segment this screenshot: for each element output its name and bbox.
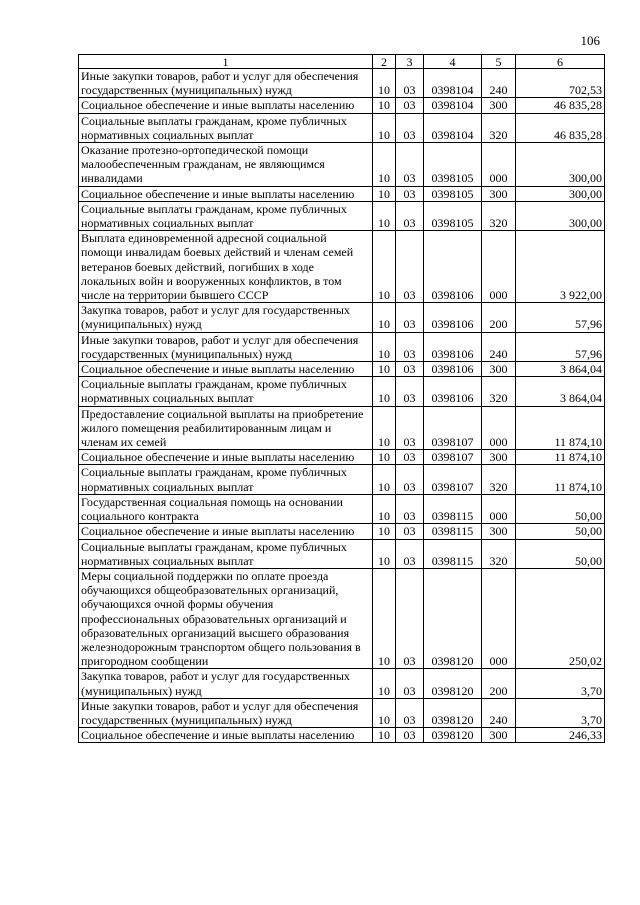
row-expense-type: 320: [482, 465, 516, 494]
row-amount: 11 874,10: [516, 465, 605, 494]
row-section: 10: [373, 450, 396, 465]
column-header-target: 4: [424, 55, 482, 69]
table-row: [79, 524, 605, 539]
table-row: [79, 303, 605, 332]
row-expense-type: 240: [482, 332, 516, 361]
row-amount: 3,70: [516, 698, 605, 727]
row-subsection: 03: [396, 539, 424, 568]
row-target-code: 0398104: [424, 69, 482, 98]
row-section: 10: [373, 201, 396, 230]
row-name: Меры социальной поддержки по оплате проезда обучающихся общеобразовательных организаций, обучающихся очной формы обучения профессиональных образовательных организаций и образовательных организаций высшего образования железнодорожным транспортом общего пользования в пригородном сообщении: [79, 568, 373, 668]
row-section: 10: [373, 362, 396, 377]
row-section: 10: [373, 494, 396, 523]
table-row: [79, 669, 605, 698]
row-name: Социальное обеспечение и иные выплаты населению: [79, 186, 373, 201]
row-name: Закупка товаров, работ и услуг для государственных (муниципальных) нужд: [79, 303, 373, 332]
row-amount: 50,00: [516, 524, 605, 539]
row-target-code: 0398120: [424, 568, 482, 668]
row-expense-type: 000: [482, 406, 516, 450]
row-target-code: 0398106: [424, 377, 482, 406]
table-row: [79, 332, 605, 361]
row-amount: 46 835,28: [516, 98, 605, 113]
row-subsection: 03: [396, 303, 424, 332]
row-name: Социальные выплаты гражданам, кроме публичных нормативных социальных выплат: [79, 377, 373, 406]
row-target-code: 0398106: [424, 332, 482, 361]
row-expense-type: 320: [482, 539, 516, 568]
row-amount: 11 874,10: [516, 450, 605, 465]
table-row: [79, 728, 605, 743]
row-expense-type: 300: [482, 186, 516, 201]
budget-table: [78, 54, 605, 743]
row-subsection: 03: [396, 465, 424, 494]
row-amount: 11 874,10: [516, 406, 605, 450]
column-header-section: 2: [373, 55, 396, 69]
table-row: [79, 69, 605, 98]
row-subsection: 03: [396, 332, 424, 361]
table-row: [79, 98, 605, 113]
row-name: Предоставление социальной выплаты на приобретение жилого помещения реабилитированным лицам и членам их семей: [79, 406, 373, 450]
table-body: [79, 69, 605, 743]
row-amount: 3 864,04: [516, 377, 605, 406]
row-amount: 702,53: [516, 69, 605, 98]
row-target-code: 0398115: [424, 539, 482, 568]
row-subsection: 03: [396, 728, 424, 743]
row-subsection: 03: [396, 450, 424, 465]
row-target-code: 0398107: [424, 465, 482, 494]
row-expense-type: 320: [482, 113, 516, 142]
row-amount: 250,02: [516, 568, 605, 668]
column-header-subsection: 3: [396, 55, 424, 69]
table-row: [79, 698, 605, 727]
column-header-name: 1: [79, 55, 373, 69]
row-target-code: 0398106: [424, 231, 482, 303]
row-expense-type: 000: [482, 568, 516, 668]
row-name: Социальное обеспечение и иные выплаты населению: [79, 728, 373, 743]
row-section: 10: [373, 69, 396, 98]
row-section: 10: [373, 568, 396, 668]
row-target-code: 0398105: [424, 143, 482, 187]
row-name: Социальное обеспечение и иные выплаты населению: [79, 98, 373, 113]
row-amount: 300,00: [516, 143, 605, 187]
row-section: 10: [373, 698, 396, 727]
column-header-amount: 6: [516, 55, 605, 69]
row-section: 10: [373, 377, 396, 406]
table-row: [79, 113, 605, 142]
row-subsection: 03: [396, 698, 424, 727]
row-name: Иные закупки товаров, работ и услуг для обеспечения государственных (муниципальных) нужд: [79, 698, 373, 727]
table-row: [79, 377, 605, 406]
table-row: [79, 186, 605, 201]
row-amount: 57,96: [516, 332, 605, 361]
row-expense-type: 000: [482, 494, 516, 523]
row-section: 10: [373, 332, 396, 361]
row-section: 10: [373, 406, 396, 450]
row-name: Выплата единовременной адресной социальной помощи инвалидам боевых действий и членам семей ветеранов боевых действий, погибших в ходе локальных войн и вооруженных конфликтов, в том числе на территории бывшего СССР: [79, 231, 373, 303]
row-section: 10: [373, 303, 396, 332]
row-amount: 3 864,04: [516, 362, 605, 377]
row-name: Государственная социальная помощь на основании социального контракта: [79, 494, 373, 523]
row-expense-type: 320: [482, 377, 516, 406]
row-amount: 300,00: [516, 201, 605, 230]
table-row: [79, 494, 605, 523]
row-section: 10: [373, 186, 396, 201]
row-subsection: 03: [396, 186, 424, 201]
row-section: 10: [373, 113, 396, 142]
row-subsection: 03: [396, 377, 424, 406]
row-subsection: 03: [396, 69, 424, 98]
row-name: Социальное обеспечение и иные выплаты населению: [79, 524, 373, 539]
row-expense-type: 240: [482, 69, 516, 98]
row-name: Социальное обеспечение и иные выплаты населению: [79, 450, 373, 465]
row-section: 10: [373, 231, 396, 303]
table-row: [79, 539, 605, 568]
row-name: Социальные выплаты гражданам, кроме публичных нормативных социальных выплат: [79, 113, 373, 142]
row-section: 10: [373, 539, 396, 568]
table-row: [79, 231, 605, 303]
row-target-code: 0398105: [424, 186, 482, 201]
row-subsection: 03: [396, 362, 424, 377]
row-name: Социальные выплаты гражданам, кроме публичных нормативных социальных выплат: [79, 201, 373, 230]
table-row: [79, 568, 605, 668]
row-section: 10: [373, 524, 396, 539]
row-expense-type: 200: [482, 303, 516, 332]
row-expense-type: 000: [482, 231, 516, 303]
row-subsection: 03: [396, 406, 424, 450]
row-subsection: 03: [396, 113, 424, 142]
table-row: [79, 201, 605, 230]
row-expense-type: 300: [482, 524, 516, 539]
row-subsection: 03: [396, 524, 424, 539]
row-target-code: 0398120: [424, 698, 482, 727]
table-row: [79, 143, 605, 187]
row-name: Иные закупки товаров, работ и услуг для обеспечения государственных (муниципальных) нужд: [79, 332, 373, 361]
row-target-code: 0398106: [424, 303, 482, 332]
row-target-code: 0398120: [424, 728, 482, 743]
row-section: 10: [373, 143, 396, 187]
table-row: [79, 465, 605, 494]
row-subsection: 03: [396, 669, 424, 698]
row-amount: 3,70: [516, 669, 605, 698]
row-amount: 246,33: [516, 728, 605, 743]
row-name: Социальные выплаты гражданам, кроме публичных нормативных социальных выплат: [79, 465, 373, 494]
row-target-code: 0398115: [424, 524, 482, 539]
table-header: [79, 55, 605, 69]
column-header-expense-type: 5: [482, 55, 516, 69]
row-section: 10: [373, 98, 396, 113]
row-section: 10: [373, 728, 396, 743]
row-amount: 57,96: [516, 303, 605, 332]
page-number: 106: [580, 33, 600, 48]
row-amount: 50,00: [516, 539, 605, 568]
row-amount: 3 922,00: [516, 231, 605, 303]
row-target-code: 0398104: [424, 98, 482, 113]
row-name: Закупка товаров, работ и услуг для государственных (муниципальных) нужд: [79, 669, 373, 698]
row-amount: 300,00: [516, 186, 605, 201]
row-expense-type: 300: [482, 450, 516, 465]
row-expense-type: 300: [482, 728, 516, 743]
row-subsection: 03: [396, 98, 424, 113]
row-subsection: 03: [396, 494, 424, 523]
row-expense-type: 300: [482, 362, 516, 377]
row-section: 10: [373, 669, 396, 698]
row-name: Оказание протезно-ортопедической помощи малообеспеченным гражданам, не являющимся инвалидами: [79, 143, 373, 187]
row-expense-type: 240: [482, 698, 516, 727]
row-target-code: 0398107: [424, 450, 482, 465]
row-subsection: 03: [396, 201, 424, 230]
row-target-code: 0398115: [424, 494, 482, 523]
table-row: [79, 450, 605, 465]
row-target-code: 0398107: [424, 406, 482, 450]
row-subsection: 03: [396, 143, 424, 187]
row-target-code: 0398105: [424, 201, 482, 230]
row-amount: 46 835,28: [516, 113, 605, 142]
row-name: Социальное обеспечение и иные выплаты населению: [79, 362, 373, 377]
row-section: 10: [373, 465, 396, 494]
row-target-code: 0398106: [424, 362, 482, 377]
row-subsection: 03: [396, 568, 424, 668]
row-name: Социальные выплаты гражданам, кроме публичных нормативных социальных выплат: [79, 539, 373, 568]
row-target-code: 0398120: [424, 669, 482, 698]
row-amount: 50,00: [516, 494, 605, 523]
table-row: [79, 362, 605, 377]
row-expense-type: 300: [482, 98, 516, 113]
header-row: [79, 55, 605, 69]
row-expense-type: 200: [482, 669, 516, 698]
row-subsection: 03: [396, 231, 424, 303]
row-expense-type: 000: [482, 143, 516, 187]
table-row: [79, 406, 605, 450]
row-expense-type: 320: [482, 201, 516, 230]
row-target-code: 0398104: [424, 113, 482, 142]
row-name: Иные закупки товаров, работ и услуг для обеспечения государственных (муниципальных) нужд: [79, 69, 373, 98]
